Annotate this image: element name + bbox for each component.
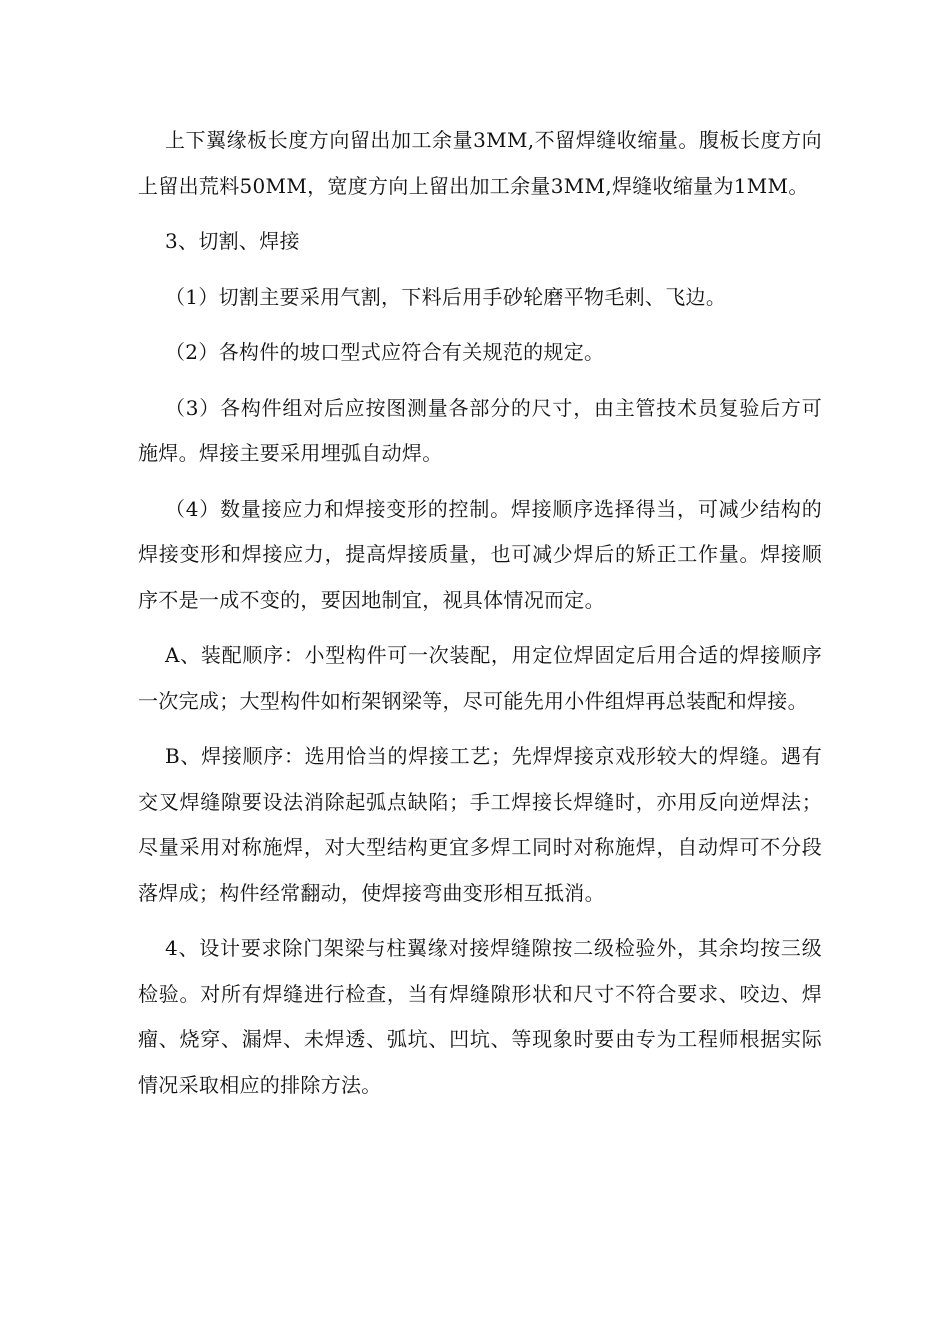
paragraph-inspection: 4、设计要求除门架梁与柱翼缘对接焊缝隙按二级检验外，其余均按三级检验。对所有焊缝进行检查，当有焊缝隙形状和尺寸不符合要求、咬边、焊瘤、烧穿、漏焊、未焊透、弧坑、凹坑、等现象时要由专为工程师根据实际情况采取相应的排除方法。 (138, 936, 822, 1097)
paragraph-item-1: （1）切割主要采用气割，下料后用手砂轮磨平物毛刺、飞边。 (165, 284, 727, 309)
section-heading-cutting-welding: 3、切割、焊接 (165, 229, 300, 253)
paragraph-material-allowance: 上下翼缘板长度方向留出加工余量3MM,不留焊缝收缩量。腹板长度方向上留出荒料50MM，宽度方向上留出加工余量3MM,焊缝收缩量为1MM。 (138, 128, 822, 198)
paragraph-item-3: （3）各构件组对后应按图测量各部分的尺寸，由主管技术员复验后方可施焊。焊接主要采用埋弧自动焊。 (138, 395, 822, 465)
paragraph-assembly-order: A、装配顺序：小型构件可一次装配，用定位焊固定后用合适的焊接顺序一次完成；大型构件如桁架钢梁等，尽可能先用小件组焊再总装配和焊接。 (138, 643, 822, 713)
paragraph-welding-order: B、焊接顺序：选用恰当的焊接工艺；先焊焊接京戏形较大的焊缝。遇有交叉焊缝隙要设法消除起弧点缺陷；手工焊接长焊缝时，亦用反向逆焊法；尽量采用对称施焊，对大型结构更宜多焊工同时对称施焊，自动焊可不分段落焊成；构件经常翻动，使焊接弯曲变形相互抵消。 (138, 744, 822, 905)
document-body (138, 118, 822, 1108)
paragraph-item-4: （4）数量接应力和焊接变形的控制。焊接顺序选择得当，可减少结构的焊接变形和焊接应力，提高焊接质量，也可减少焊后的矫正工作量。焊接顺序不是一成不变的，要因地制宜，视具体情况而定。 (138, 496, 822, 612)
paragraph-item-2: （2）各构件的坡口型式应符合有关规范的规定。 (165, 340, 605, 364)
